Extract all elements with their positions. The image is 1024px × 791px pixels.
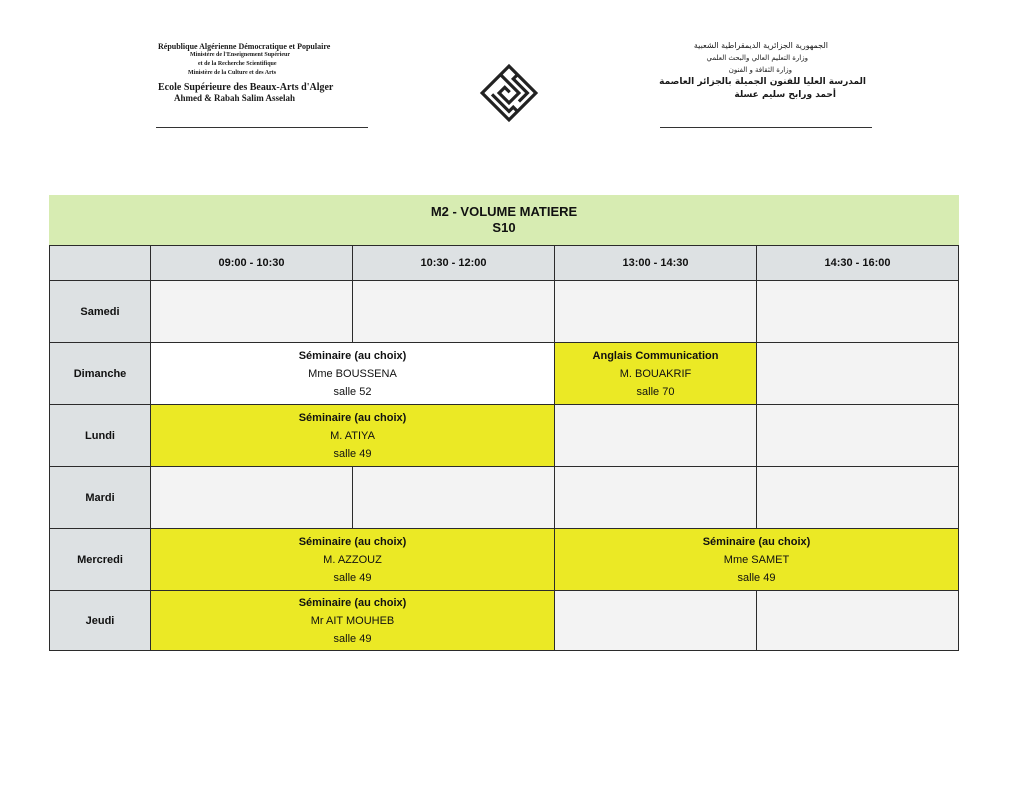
day-label: Mardi <box>49 466 151 529</box>
school-name-fr: Ecole Supérieure des Beaux-Arts d'Alger <box>158 82 334 93</box>
session-cell <box>150 590 555 651</box>
slot-header: 09:00 - 10:30 <box>150 245 353 281</box>
ministry-research-fr: et de la Recherche Scientifique <box>198 61 277 67</box>
empty-slot <box>352 280 555 343</box>
ministry-higher-ed-ar: وزارة التعليم العالي والبحث العلمي <box>706 54 808 62</box>
timetable-title-band <box>49 195 959 245</box>
timetable-title: M2 - VOLUME MATIERE <box>430 204 578 219</box>
session-room: salle 49 <box>333 447 372 460</box>
timetable-subtitle: S10 <box>492 220 516 235</box>
letterhead-rule-right <box>660 127 872 128</box>
session-cell <box>554 528 959 591</box>
ministry-culture-ar: وزارة الثقافة و الفنون <box>728 66 792 74</box>
session-room: salle 70 <box>636 385 675 398</box>
letterhead-french <box>158 42 488 103</box>
empty-slot <box>554 466 757 529</box>
session-room: salle 49 <box>333 632 372 645</box>
school-logo-icon <box>478 62 540 124</box>
day-label: Jeudi <box>49 590 151 651</box>
day-label: Mercredi <box>49 528 151 591</box>
session-teacher: M. BOUAKRIF <box>619 367 692 380</box>
session-title: Séminaire (au choix) <box>298 535 407 548</box>
session-room: salle 49 <box>333 571 372 584</box>
session-title: Séminaire (au choix) <box>298 596 407 609</box>
empty-slot <box>756 280 959 343</box>
empty-slot <box>150 280 353 343</box>
session-teacher: M. AZZOUZ <box>323 553 382 566</box>
empty-slot <box>756 590 959 651</box>
slot-header: 10:30 - 12:00 <box>352 245 555 281</box>
ministry-higher-ed-fr: Ministère de l'Enseignement Supérieur <box>190 52 291 58</box>
day-label: Lundi <box>49 404 151 467</box>
empty-slot <box>756 342 959 405</box>
slot-header: 14:30 - 16:00 <box>756 245 959 281</box>
letterhead <box>150 28 878 136</box>
letterhead-rule-left <box>156 127 368 128</box>
session-title: Séminaire (au choix) <box>298 349 407 362</box>
republic-name-ar: الجمهورية الجزائرية الديمقراطية الشعبية <box>693 41 828 50</box>
school-name-ar: المدرسة العليا للفنون الجميلة بالجزائر العاصمة <box>659 77 866 87</box>
session-cell <box>150 342 555 405</box>
empty-slot <box>554 590 757 651</box>
empty-slot <box>756 466 959 529</box>
empty-slot <box>756 404 959 467</box>
session-title: Séminaire (au choix) <box>298 411 407 424</box>
slot-header: 13:00 - 14:30 <box>554 245 757 281</box>
day-label: Dimanche <box>49 342 151 405</box>
empty-slot <box>150 466 353 529</box>
letterhead-arabic <box>646 40 866 101</box>
school-patrons-fr: Ahmed & Rabah Salim Asselah <box>174 93 296 103</box>
session-cell <box>554 342 757 405</box>
ministry-culture-fr: Ministère de la Culture et des Arts <box>188 70 277 76</box>
empty-slot <box>554 280 757 343</box>
session-teacher: M. ATIYA <box>330 429 375 442</box>
day-label: Samedi <box>49 280 151 343</box>
session-room: salle 52 <box>333 385 372 398</box>
empty-slot <box>352 466 555 529</box>
republic-name-fr: République Algérienne Démocratique et Populaire <box>158 42 331 51</box>
school-patrons-ar: أحمد ورابح سليم عسلة <box>734 90 836 100</box>
session-title: Anglais Communication <box>592 349 719 362</box>
session-teacher: Mr AIT MOUHEB <box>310 614 395 627</box>
corner-cell <box>49 245 151 281</box>
session-teacher: Mme BOUSSENA <box>308 367 397 380</box>
session-cell <box>150 404 555 467</box>
session-cell <box>150 528 555 591</box>
session-room: salle 49 <box>737 571 776 584</box>
session-title: Séminaire (au choix) <box>702 535 811 548</box>
session-teacher: Mme SAMET <box>723 553 790 566</box>
timetable <box>49 195 959 651</box>
empty-slot <box>554 404 757 467</box>
